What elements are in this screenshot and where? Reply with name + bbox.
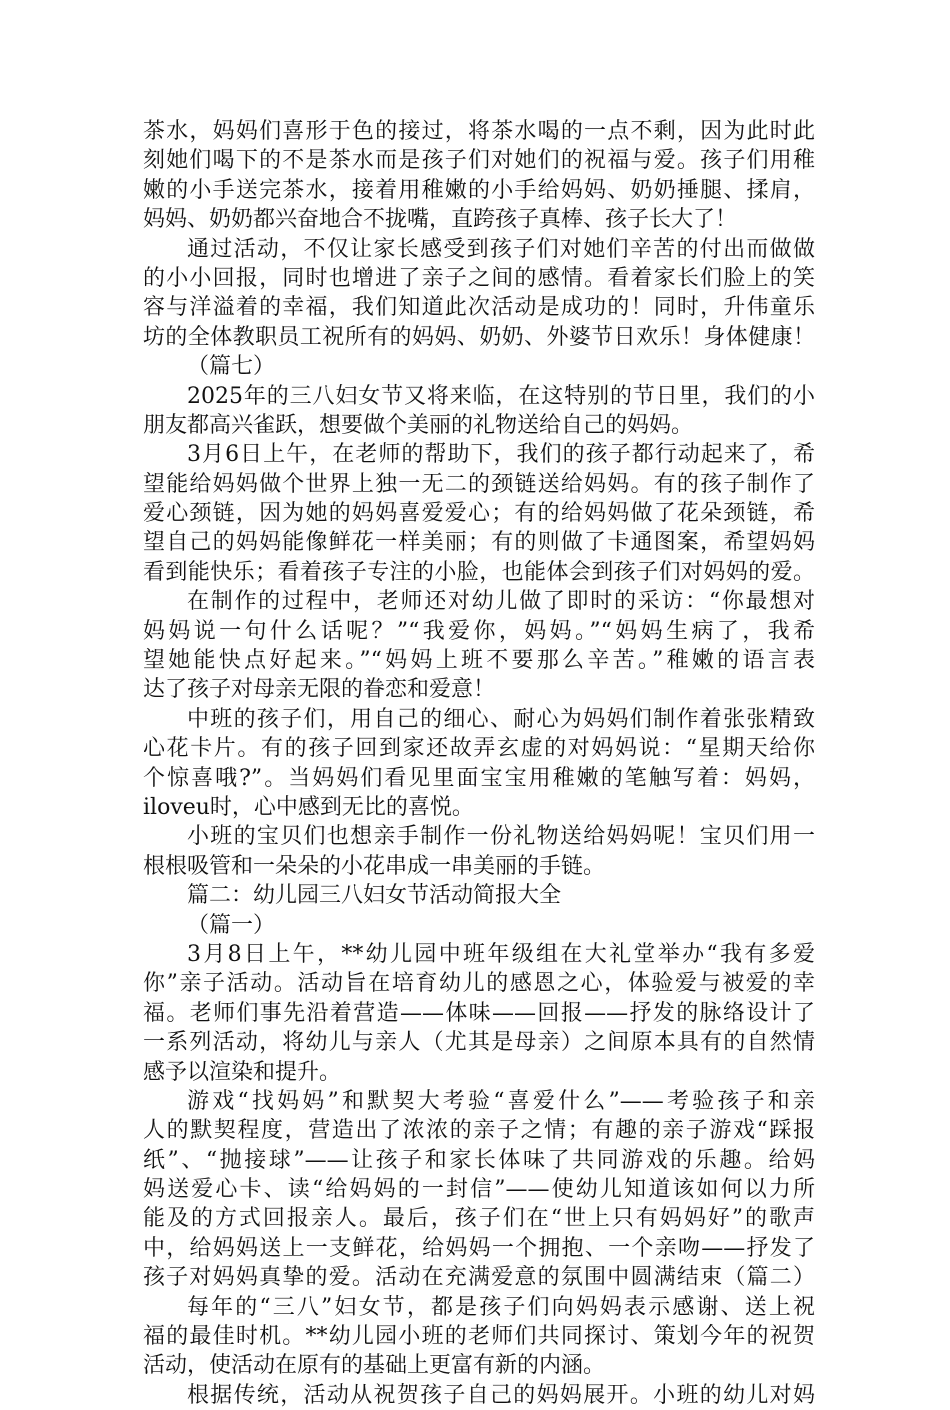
text-line: 望她能快点好起来。”“妈妈上班不要那么辛苦。”稚嫩的语言表	[143, 648, 815, 674]
text-line: 望能给妈妈做个世界上独一无二的颈链送给妈妈。有的孩子制作了	[143, 471, 815, 497]
text-line: 爱心颈链，因为她的妈妈喜爱爱心；有的给妈妈做了花朵颈链，希	[143, 501, 815, 527]
text-line: 望自己的妈妈能像鲜花一样美丽；有的则做了卡通图案，希望妈妈	[143, 530, 815, 556]
text-line: 一系列活动，将幼儿与亲人（尤其是母亲）之间原本具有的自然情	[143, 1030, 815, 1056]
text-line: iloveu时，心中感到无比的喜悦。	[143, 794, 474, 820]
text-line: （篇七）	[187, 354, 276, 380]
text-line: 容与洋溢着的幸福，我们知道此次活动是成功的！同时，升伟童乐	[143, 295, 815, 321]
text-line: 人的默契程度，营造出了浓浓的亲子之情；有趣的亲子游戏“踩报	[143, 1118, 815, 1144]
text-line: 妈妈说一句什么话呢？”“我爱你，妈妈。”“妈妈生病了，我希	[143, 618, 815, 644]
text-line: 福。老师们事先沿着营造——体味——回报——抒发的脉络设计了	[143, 1000, 815, 1026]
text-line: 感予以渲染和提升。	[143, 1059, 342, 1085]
text-line: 妈送爱心卡、读“给妈妈的一封信”——使幼儿知道该如何以力所	[143, 1177, 815, 1203]
text-line: 坊的全体教职员工祝所有的妈妈、奶奶、外婆节日欢乐！身体健康！	[143, 324, 815, 350]
text-line: 每年的“三八”妇女节，都是孩子们向妈妈表示感谢、送上祝	[187, 1294, 815, 1320]
text-line: 嫩的小手送完茶水，接着用稚嫩的小手给妈妈、奶奶捶腿、揉肩，	[143, 177, 815, 203]
text-line: 游戏“找妈妈”和默契大考验“喜爱什么”——考验孩子和亲	[187, 1088, 815, 1114]
text-line: 达了孩子对母亲无限的眷恋和爱意！	[143, 677, 496, 703]
text-line: （篇一）	[187, 912, 276, 938]
text-line: 你”亲子活动。活动旨在培育幼儿的感恩之心，体验爱与被爱的幸	[143, 971, 815, 997]
text-line: 在制作的过程中，老师还对幼儿做了即时的采访：“你最想对	[187, 589, 815, 615]
text-line: 3月8日上午，**幼儿园中班年级组在大礼堂举办“我有多爱	[187, 941, 815, 967]
text-line: 茶水，妈妈们喜形于色的接过，将茶水喝的一点不剩，因为此时此	[143, 119, 815, 144]
text-line: 中，给妈妈送上一支鲜花，给妈妈一个拥抱、一个亲吻——抒发了	[143, 1235, 815, 1261]
text-line: 纸”、“抛接球”——让孩子和家长体味了共同游戏的乐趣。给妈	[143, 1147, 815, 1173]
text-line: 的小小回报，同时也增进了亲子之间的感情。看着家长们脸上的笑	[143, 265, 815, 291]
text-line: 孩子对妈妈真挚的爱。活动在充满爱意的氛围中圆满结束（篇二）	[143, 1265, 815, 1291]
text-line: 根根吸管和一朵朵的小花串成一串美丽的手链。	[143, 853, 606, 879]
text-line: 能及的方式回报亲人。最后，孩子们在“世上只有妈妈好”的歌声	[143, 1206, 815, 1232]
text-line: 心花卡片。有的孩子回到家还故弄玄虚的对妈妈说：“星期天给你	[143, 736, 815, 762]
text-line: 2025年的三八妇女节又将来临，在这特别的节日里，我们的小	[187, 383, 815, 409]
text-line: 妈妈、奶奶都兴奋地合不拢嘴，直跨孩子真棒、孩子长大了！	[143, 207, 738, 233]
text-line: 篇二：幼儿园三八妇女节活动简报大全	[187, 883, 562, 909]
text-line: 看到能快乐；看着孩子专注的小脸，也能体会到孩子们对妈妈的爱。	[143, 559, 815, 585]
text-line: 小班的宝贝们也想亲手制作一份礼物送给妈妈呢！宝贝们用一	[187, 824, 815, 850]
text-line: 活动，使活动在原有的基础上更富有新的内涵。	[143, 1353, 606, 1379]
text-line: 刻她们喝下的不是茶水而是孩子们对她们的祝福与爱。孩子们用稚	[143, 148, 815, 174]
text-line: 福的最佳时机。**幼儿园小班的老师们共同探讨、策划今年的祝贺	[143, 1324, 815, 1350]
body-text	[143, 117, 815, 1410]
text-line: 个惊喜哦?”。当妈妈们看见里面宝宝用稚嫩的笔触写着：妈妈，	[143, 765, 815, 791]
text-line: 朋友都高兴雀跃，想要做个美丽的礼物送给自己的妈妈。	[143, 412, 694, 438]
text-line: 中班的孩子们，用自己的细心、耐心为妈妈们制作着张张精致	[187, 706, 815, 732]
text-line: 3月6日上午，在老师的帮助下，我们的孩子都行动起来了，希	[187, 442, 815, 468]
text-line: 通过活动，不仅让家长感受到孩子们对她们辛苦的付出而做做	[187, 236, 815, 262]
text-line: 根据传统，活动从祝贺孩子自己的妈妈展开。小班的幼儿对妈	[187, 1382, 815, 1408]
